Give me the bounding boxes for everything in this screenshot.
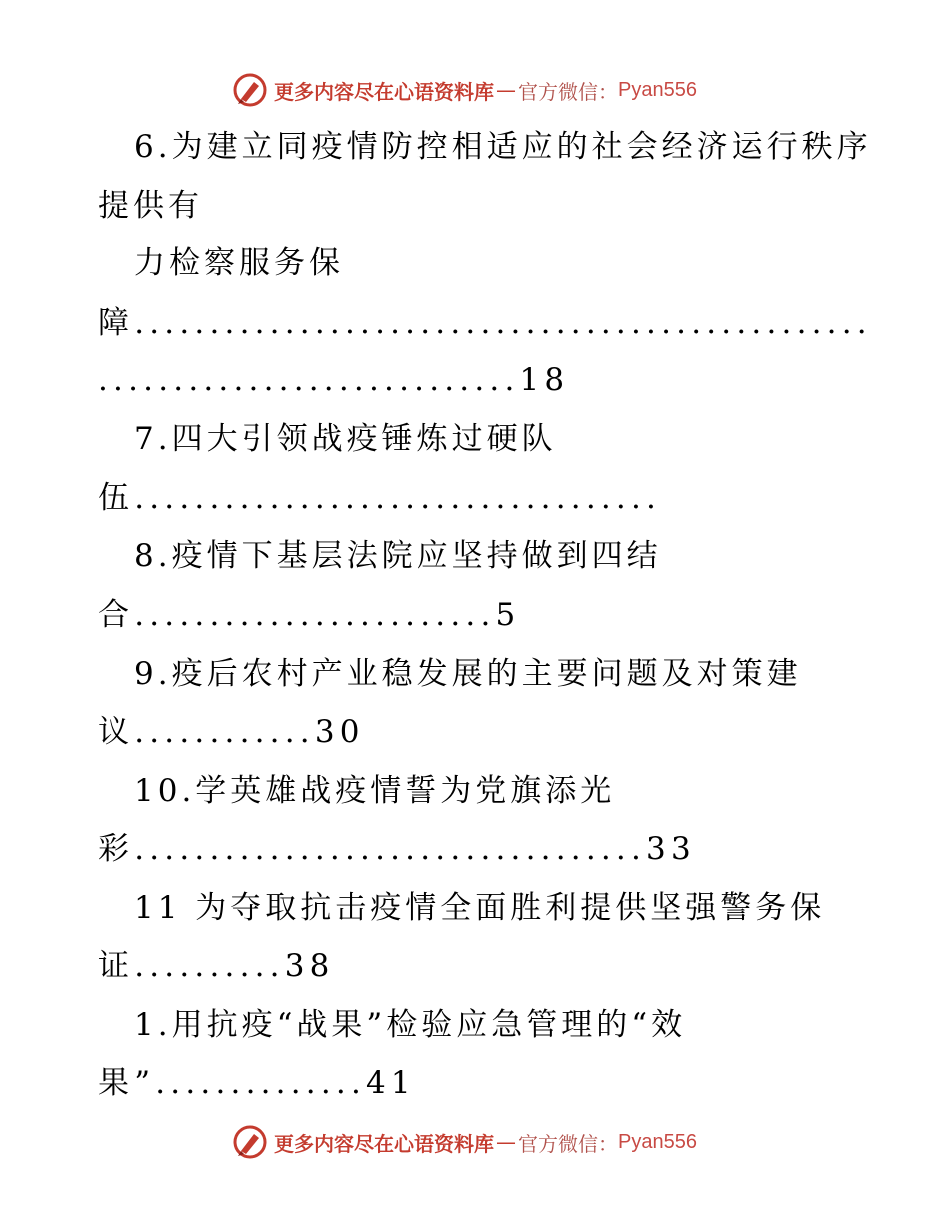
toc-line-6-leader: 障................................................. (98, 305, 872, 341)
toc-line-9-page: 议............30 (98, 714, 365, 750)
toc-line-1-page: 果”..............41 (98, 1065, 416, 1101)
watermark-label: 官方微信： (518, 79, 618, 104)
toc-line-11-page: 证..........38 (98, 948, 335, 984)
toc-line-1-title: 1.用抗疫“战果”检验应急管理的“效 (134, 1007, 687, 1043)
toc-line-9-title: 9.疫后农村产业稳发展的主要问题及对策建 (134, 656, 802, 692)
toc-line-8-page: 合........................5 (98, 597, 521, 633)
toc-line-10-title: 10.学英雄战疫情誓为党旗添光 (134, 773, 616, 809)
toc-line-7-leader: 伍................................... (98, 480, 662, 516)
toc-line-6-page: ............................18 (98, 362, 570, 398)
toc-line-6-cont: 力检察服务保 (134, 245, 344, 281)
toc-line-7-title: 7.四大引领战疫锤炼过硬队 (134, 421, 557, 457)
toc-line-6-wrap: 提供有 (98, 188, 203, 224)
watermark-dash: — (496, 78, 516, 102)
watermark-label: 官方微信： (518, 1131, 618, 1156)
toc-line-8-title: 8.疫情下基层法院应坚持做到四结 (134, 538, 662, 574)
watermark-brand: 更多内容尽在心语资料库 (274, 1131, 494, 1156)
watermark-brand: 更多内容尽在心语资料库 (274, 79, 494, 104)
watermark-id: Pyan556 (618, 1130, 697, 1153)
toc-line-11-title: 11 为夺取抗击疫情全面胜利提供坚强警务保 (134, 890, 826, 926)
watermark-dash: — (496, 1130, 516, 1154)
toc-line-6-title: 6.为建立同疫情防控相适应的社会经济运行秩序 (134, 129, 872, 165)
watermark-id: Pyan556 (618, 78, 697, 101)
toc-line-10-page: 彩..................................33 (98, 831, 696, 867)
footer-watermark (232, 1122, 752, 1162)
pen-logo-icon (232, 1124, 268, 1160)
